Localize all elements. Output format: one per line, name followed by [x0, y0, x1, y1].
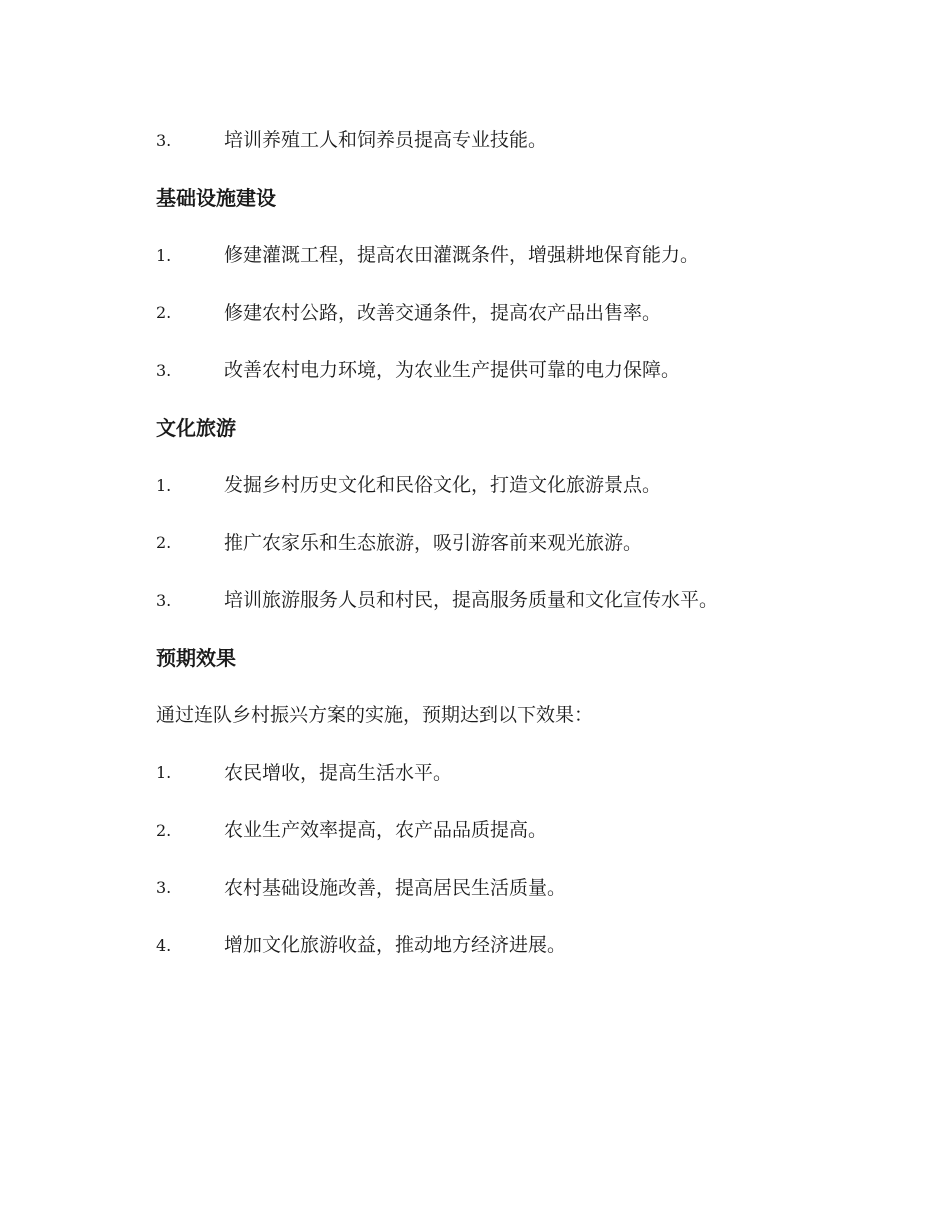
list-item [156, 112, 816, 170]
intro-paragraph: 通过连队乡村振兴方案的实施，预期达到以下效果： [156, 704, 594, 727]
list-text: 农村基础设施改善，提高居民生活质量。 [224, 876, 567, 899]
list-item [156, 572, 816, 630]
list-item [156, 515, 816, 573]
document-body [156, 112, 816, 975]
list-number: 3. [156, 360, 172, 380]
list-text: 改善农村电力环境，为农业生产提供可靠的电力保障。 [224, 359, 681, 382]
list-text: 发掘乡村历史文化和民俗文化，打造文化旅游景点。 [224, 474, 662, 497]
list-item [156, 227, 816, 285]
list-number: 2. [156, 533, 172, 553]
section-heading-infrastructure: 基础设施建设 [156, 186, 276, 211]
list-item [156, 802, 816, 860]
section-heading-expected-results: 预期效果 [156, 646, 236, 671]
list-item [156, 457, 816, 515]
list-number: 1. [156, 475, 172, 495]
list-text: 修建农村公路，改善交通条件，提高农产品出售率。 [224, 301, 662, 324]
list-item [156, 917, 816, 975]
section-heading-culture-tourism: 文化旅游 [156, 416, 236, 441]
list-text: 修建灌溉工程，提高农田灌溉条件，增强耕地保育能力。 [224, 244, 700, 267]
list-item [156, 860, 816, 918]
list-text: 培训养殖工人和饲养员提高专业技能。 [224, 129, 548, 152]
list-number: 2. [156, 820, 172, 840]
list-text: 推广农家乐和生态旅游，吸引游客前来观光旅游。 [224, 531, 643, 554]
list-number: 2. [156, 303, 172, 323]
list-number: 3. [156, 130, 172, 150]
list-text: 农民增收，提高生活水平。 [224, 761, 453, 784]
list-item [156, 745, 816, 803]
list-number: 1. [156, 763, 172, 783]
list-number: 1. [156, 245, 172, 265]
list-text: 农业生产效率提高，农产品品质提高。 [224, 819, 548, 842]
list-number: 4. [156, 935, 172, 955]
list-number: 3. [156, 590, 172, 610]
list-item [156, 342, 816, 400]
list-text: 增加文化旅游收益，推动地方经济进展。 [224, 934, 567, 957]
list-text: 培训旅游服务人员和村民，提高服务质量和文化宣传水平。 [224, 589, 719, 612]
list-number: 3. [156, 878, 172, 898]
list-item [156, 285, 816, 343]
